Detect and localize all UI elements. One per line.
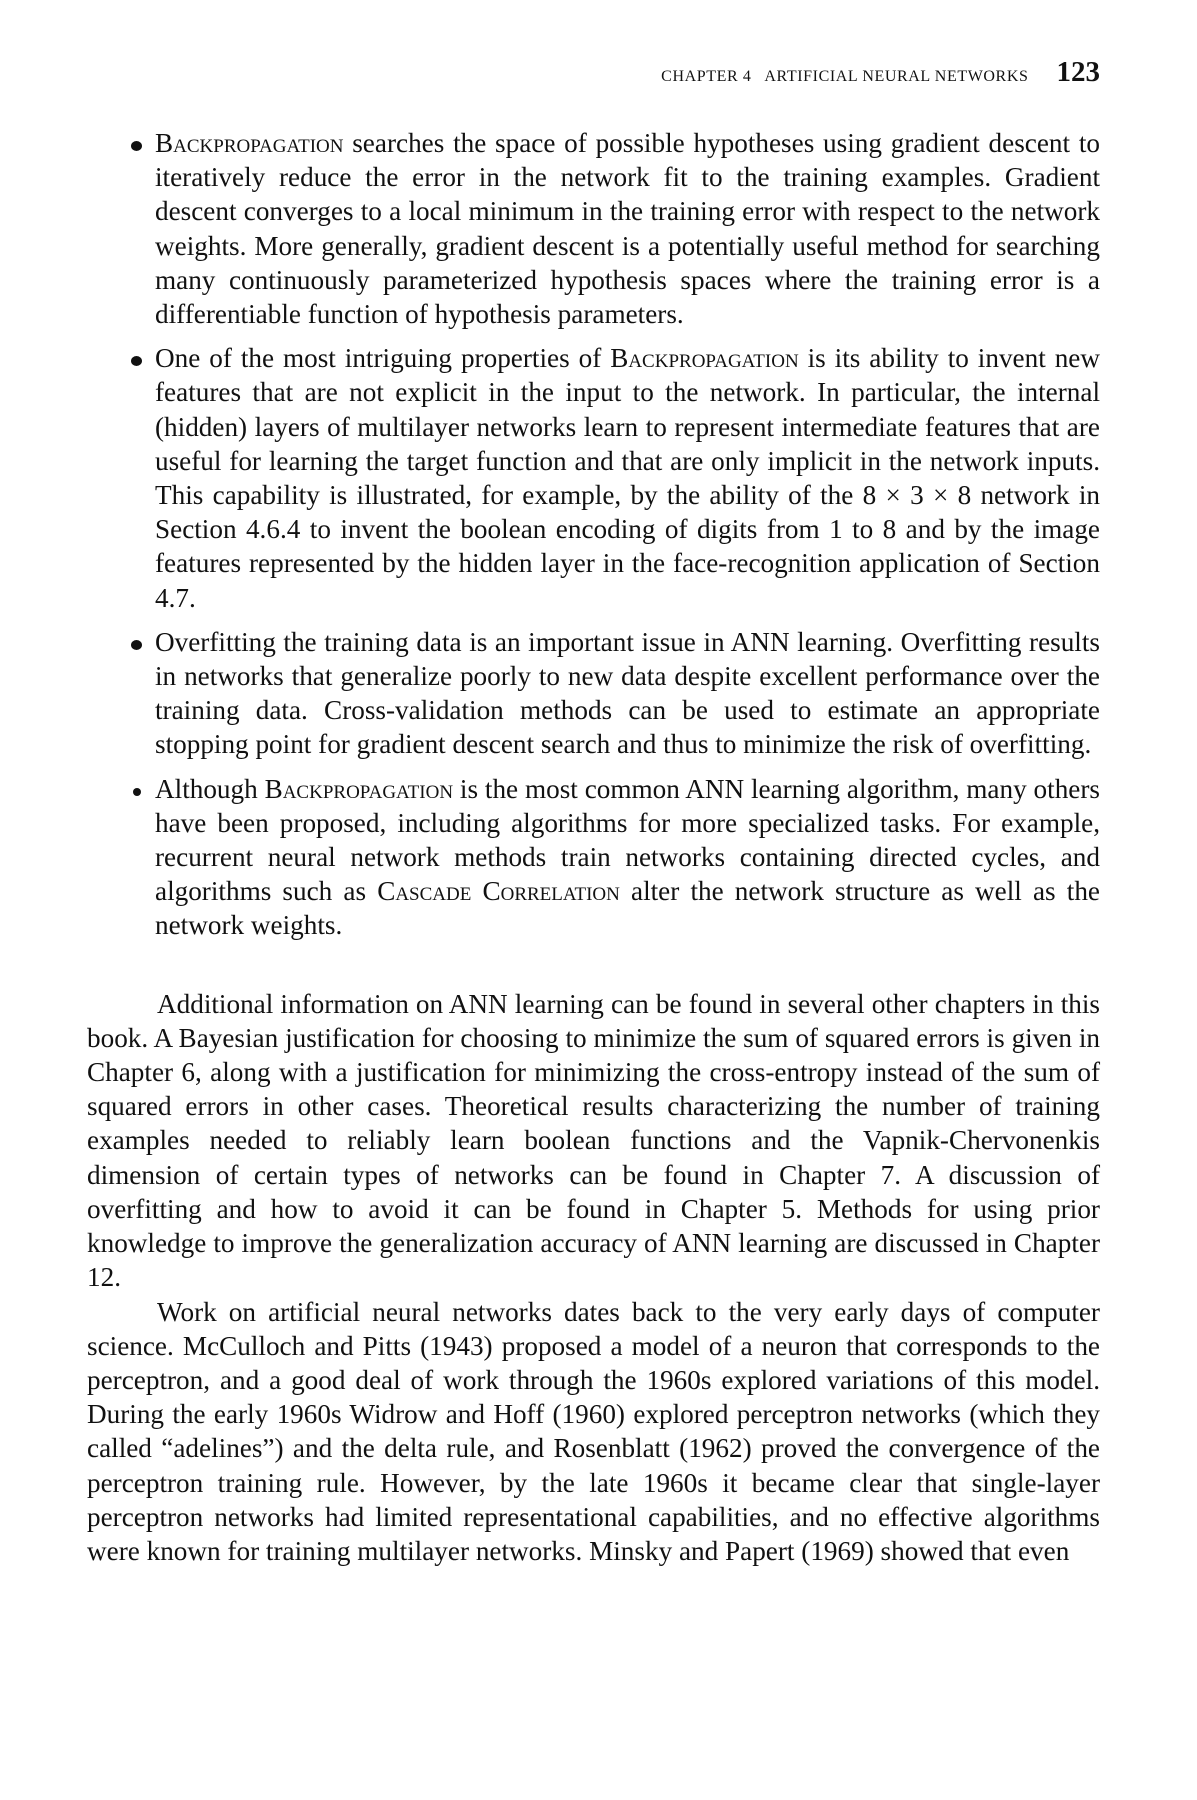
page-number: 123	[1056, 56, 1100, 88]
bullet-icon	[131, 356, 142, 366]
bullet-text-post: alter the network structure as well as the network weights.	[155, 876, 1100, 941]
bullet-text-post: is its ability to invent new features that are not explicit in the input to the network. In particular, the internal (hidden) layers of multilayer networks learn to represent intermediate features that are useful for learning the target function and that are only implicit in the network inputs. This capability is illustrated, for example, by the ability of the 8 × 3 × 8 network in Section 4.6.4 to invent the boolean encoding of digits from 1 to 8 and by the image features represented by the hidden layer in the face-recognition application of Section 4.7.	[155, 343, 1100, 613]
bullet-item-invent-features	[87, 341, 1100, 615]
bullet-item-other-algorithms	[87, 772, 1100, 943]
paragraph-additional-information: Additional information on ANN learning can be found in several other chapters in this book. A Bayesian justification for choosing to minimize the sum of squared errors is given in Chapter 6, along with a justification for minimizing the cross-entropy instead of the sum of squared errors in other cases. Theoretical results characterizing the number of training examples needed to reliably learn boolean functions and the Vapnik-Chervonenkis dimension of certain types of networks can be found in Chapter 7. A discussion of overfitting and how to avoid it can be found in Chapter 5. Methods for using prior knowledge to improve the generalization accuracy of ANN learning are discussed in Chapter 12.	[87, 988, 1100, 1293]
page-header	[0, 56, 1100, 89]
bullet-icon	[131, 141, 142, 151]
bullet-text-pre: One of the most intriguing properties of	[155, 343, 611, 374]
paragraph-history: Work on artificial neural networks dates back to the very early days of computer science. McCulloch and Pitts (1943) proposed a model of a neuron that corresponds to the perceptron, and a good deal of work through the 1960s explored variations of this model. During the early 1960s Widrow and Hoff (1960) explored perceptron networks (which they called “adelines”) and the delta rule, and Rosenblatt (1962) proved the convergence of the perceptron training rule. However, by the late 1960s it became clear that single-layer perceptron networks had limited representational capabilities, and no effective algorithms were known for training multilayer networks. Minsky and Papert (1969) showed that even	[87, 1296, 1100, 1566]
algorithm-name: Backpropagation	[264, 773, 454, 804]
page-body	[87, 126, 1100, 1568]
bullet-text: searches the space of possible hypotheses using gradient descent to iteratively reduce the error in the network fit to the training examples. Gradient descent converges to a local minimum in the training error with respect to the network weights. More generally, gradient descent is a potentially useful method for searching many continuously parameterized hypothesis spaces where the training error is a differentiable function of hypothesis parameters.	[155, 128, 1100, 330]
algorithm-name: Backpropagation	[155, 128, 344, 158]
bullet-text: Overfitting the training data is an important issue in ANN learning. Overfitting results in networks that generalize poorly to new data despite excellent performance over the training data. Cross-validation methods can be used to estimate an appropriate stopping point for gradient descent search and thus to minimize the risk of overfitting.	[155, 626, 1100, 760]
bullet-item-overfitting	[87, 625, 1100, 762]
bullet-icon	[133, 788, 141, 796]
bullet-item-backprop-search	[87, 126, 1100, 331]
bullet-text-mid: is the most common ANN learning algorithm, many others have been proposed, including algorithms for more specialized tasks. For example, recurrent neural network methods train networks containing directed cycles, and algorithms such as	[155, 773, 1100, 907]
running-head: CHAPTER 4 ARTIFICIAL NEURAL NETWORKS	[661, 68, 1029, 85]
bullet-list	[87, 126, 1100, 943]
algorithm-name: Backpropagation	[610, 343, 799, 374]
bullet-text-pre: Although	[155, 773, 265, 804]
bullet-icon	[131, 640, 142, 650]
algorithm-name-cascade: Cascade Correlation	[377, 876, 620, 907]
